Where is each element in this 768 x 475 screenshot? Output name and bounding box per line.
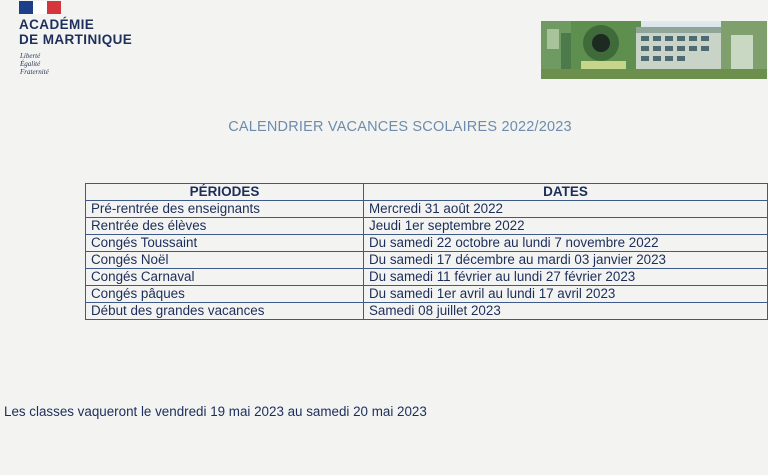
date-cell: Jeudi 1er septembre 2022 <box>364 218 768 235</box>
period-cell: Congés pâques <box>86 286 364 303</box>
table-row <box>86 252 768 269</box>
logo-line-2: DE MARTINIQUE <box>19 32 133 47</box>
period-cell: Congés Toussaint <box>86 235 364 252</box>
table-row <box>86 303 768 320</box>
motto-fraternite: Fraternité <box>20 68 49 76</box>
date-cell: Du samedi 22 octobre au lundi 7 novembre 2022 <box>364 235 768 252</box>
period-cell: Congés Noël <box>86 252 364 269</box>
period-cell: Pré-rentrée des enseignants <box>86 201 364 218</box>
academy-logo-text <box>19 17 132 47</box>
page-title: CALENDRIER VACANCES SCOLAIRES 2022/2023 <box>228 119 572 135</box>
footer-note: Les classes vaqueront le vendredi 19 mai 2023 au samedi 20 mai 2023 <box>4 404 427 419</box>
republic-motto <box>20 52 49 76</box>
table-row <box>86 235 768 252</box>
logo-line-1: ACADÉMIE <box>19 17 95 32</box>
school-calendar-table <box>85 183 768 320</box>
school-photo-illustration <box>541 21 767 79</box>
date-cell: Samedi 08 juillet 2023 <box>364 303 768 320</box>
period-cell: Rentrée des élèves <box>86 218 364 235</box>
table-row <box>86 286 768 303</box>
motto-egalite: Égalité <box>20 60 41 68</box>
table-row <box>86 218 768 235</box>
motto-liberte: Liberté <box>20 52 41 60</box>
column-header-periods: PÉRIODES <box>86 184 364 201</box>
french-flag-logo <box>19 1 61 14</box>
date-cell: Mercredi 31 août 2022 <box>364 201 768 218</box>
period-cell: Congés Carnaval <box>86 269 364 286</box>
date-cell: Du samedi 1er avril au lundi 17 avril 2023 <box>364 286 768 303</box>
flag-red-band <box>47 1 61 14</box>
school-building-photo <box>541 21 767 79</box>
period-cell: Début des grandes vacances <box>86 303 364 320</box>
column-header-dates: DATES <box>364 184 768 201</box>
table-row <box>86 201 768 218</box>
date-cell: Du samedi 11 février au lundi 27 février 2023 <box>364 269 768 286</box>
flag-white-band <box>33 1 47 14</box>
table-row <box>86 269 768 286</box>
flag-blue-band <box>19 1 33 14</box>
table-header-row <box>86 184 768 201</box>
date-cell: Du samedi 17 décembre au mardi 03 janvier 2023 <box>364 252 768 269</box>
